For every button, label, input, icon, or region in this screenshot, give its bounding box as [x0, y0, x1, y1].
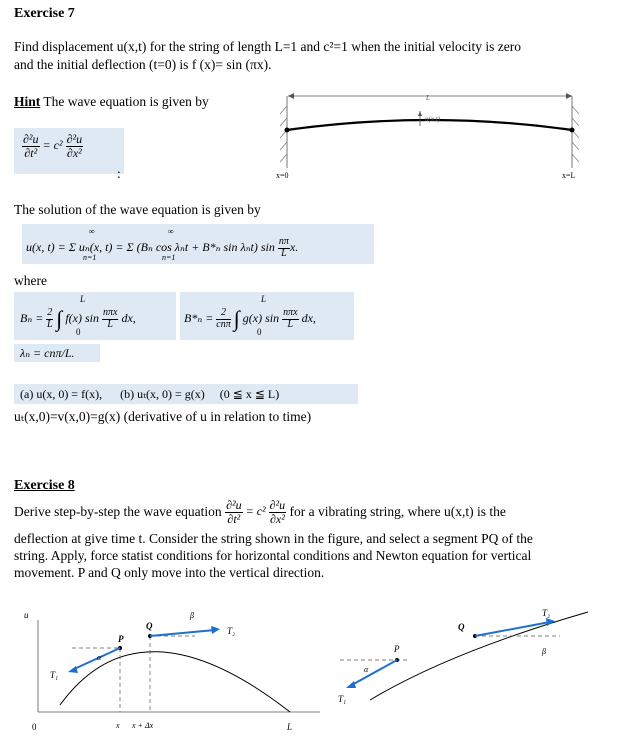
sol-frac-num: nπ — [278, 236, 289, 247]
Q-label: Q — [458, 622, 465, 632]
bn-integral-sign: ∫ — [56, 306, 63, 331]
hint-text: The wave equation is given by — [40, 94, 209, 109]
sum1-upper: ∞ — [89, 227, 95, 236]
ex8-eq-lhs-den: ∂t² — [227, 511, 241, 526]
hint-line — [14, 94, 209, 110]
length-arrow-right — [566, 93, 572, 99]
bnstar-dx: dx, — [301, 310, 316, 325]
string-figure — [260, 86, 590, 186]
ex8-paragraph-line3: string. Apply, force statist conditions for horizontal conditions and Newton equation for vertical — [14, 548, 532, 563]
ex8-paragraph-line1 — [14, 494, 506, 530]
ex8-eq-rhs-den: ∂x² — [269, 511, 285, 526]
length-arrow-left — [288, 93, 294, 99]
alpha-label: α — [97, 653, 102, 662]
sum2-upper: ∞ — [168, 227, 174, 236]
bnstar-frac-den: L — [287, 318, 294, 330]
P-label: P — [118, 634, 124, 644]
segment-figure — [20, 600, 330, 738]
sol-frac-den: L — [281, 247, 287, 259]
left-wall-hatch — [280, 106, 287, 162]
wave-eq-mid: = c² — [42, 137, 63, 152]
bn-lhs: Bₙ = — [20, 310, 44, 325]
bnstar-integrand: g(x) sin — [242, 310, 280, 325]
bn-coef-num: 2 — [47, 307, 53, 318]
force-figure — [330, 600, 620, 710]
bn-coef-den: L — [47, 318, 53, 330]
ex8-eq-mid: = c² — [245, 503, 266, 518]
origin-label: 0 — [32, 722, 37, 732]
T1-arrow — [72, 648, 120, 670]
condition-a: (a) u(x, 0) = f(x), — [20, 387, 103, 401]
L-label: L — [287, 722, 293, 732]
ex8-paragraph-line4: movement. P and Q only move into the vertical direction. — [14, 565, 325, 580]
solution-eq-main: u(x, t) = Σ uₙ(x, t) = Σ (Bₙ cos λₙt + B*ₙ sin λₙt) sin — [26, 239, 275, 254]
wave-eq-colon: : — [117, 166, 121, 181]
T1-arrowhead — [346, 681, 356, 688]
bnstar-int-lower: 0 — [257, 327, 262, 337]
xdx-label: x + Δx — [132, 721, 154, 730]
bnstar-frac-num: nπx — [283, 307, 298, 318]
T2-label: T₂ — [542, 608, 551, 618]
wave-equation — [22, 133, 83, 159]
u-axis-label: u — [24, 610, 29, 620]
T2-arrow — [475, 622, 550, 636]
fig-xL-label: x=L — [562, 171, 576, 180]
T1-label: T₁ — [338, 694, 347, 704]
left-end-point — [285, 128, 290, 133]
conditions-line2: uₜ(x,0)=v(x,0)=g(x) (derivative of u in relation to time) — [14, 409, 312, 424]
bn-frac-den: L — [107, 318, 113, 330]
ex8-eq-lhs-num: ∂²u — [226, 497, 242, 512]
T1-arrow — [350, 660, 397, 686]
bn-dx: dx, — [121, 310, 136, 325]
condition-b: (b) uₜ(x, 0) = g(x) — [120, 387, 205, 401]
ex8-p1a: Derive step-by-step the wave equation — [14, 504, 222, 519]
right-end-point — [570, 128, 575, 133]
P-label: P — [394, 644, 400, 654]
fig-uxt-label: u(x,t) — [425, 115, 440, 123]
beta-label: β — [190, 611, 194, 620]
solution-intro: The solution of the wave equation is given by — [14, 202, 261, 217]
fig-x0-label: x=0 — [276, 171, 289, 180]
bn-integrand: f(x) sin — [65, 310, 99, 325]
T2-arrow — [150, 630, 215, 636]
sum1-lower: n=1 — [83, 253, 97, 262]
fig-L-label: L — [426, 94, 430, 102]
right-wall-hatch — [572, 106, 579, 162]
lambda-equation: λₙ = cnπ/L. — [20, 346, 75, 360]
ex7-paragraph-line1: Find displacement u(x,t) for the string of length L=1 and c²=1 when the initial velocity is zero — [14, 39, 522, 54]
wave-eq-rhs-den: ∂x² — [66, 145, 82, 160]
ex8-eq-rhs-num: ∂²u — [269, 497, 286, 512]
bnstar-coef-num: 2 — [216, 308, 230, 320]
hint-label: Hint — [14, 94, 41, 109]
ex8-p1b: for a vibrating string, where u(x,t) is the — [289, 504, 506, 519]
wave-eq-lhs-den: ∂t² — [24, 145, 38, 160]
ex8-paragraph-line2: deflection at give time t. Consider the string shown in the figure, and select a segment PQ of the — [14, 531, 533, 546]
alpha-label: α — [364, 665, 369, 674]
condition-range: (0 ≦ x ≦ L) — [219, 387, 280, 401]
bn-frac-num: nπx — [102, 307, 118, 318]
deflection-arrowhead — [418, 111, 422, 116]
bn-int-lower: 0 — [76, 327, 81, 337]
bn-int-upper: L — [80, 294, 86, 304]
where-label: where — [14, 273, 47, 288]
T1-label: T₁ — [50, 670, 59, 680]
sum2-lower: n=1 — [162, 253, 176, 262]
beta-label: β — [542, 647, 546, 656]
exercise-8-title: Exercise 8 — [14, 478, 75, 493]
ex7-paragraph-line2: and the initial deflection (t=0) is f (x)= sin (πx). — [14, 57, 272, 72]
Q-label: Q — [146, 621, 153, 631]
bnstar-equation — [184, 306, 316, 332]
bnstar-coef-den: cnπ — [216, 318, 231, 330]
exercise-7-title: Exercise 7 — [14, 6, 75, 21]
bnstar-integral-sign: ∫ — [233, 306, 240, 331]
bnstar-lhs: B*ₙ = — [184, 310, 214, 325]
conditions-line — [20, 387, 279, 402]
x-label: x — [116, 721, 120, 730]
T2-arrowhead — [211, 626, 220, 634]
T2-label: T₂ — [227, 626, 236, 636]
segment-curve — [370, 612, 588, 700]
wave-eq-lhs-num: ∂²u — [23, 132, 39, 146]
wave-eq-rhs-num: ∂²u — [66, 132, 83, 146]
sol-tail: x. — [289, 239, 299, 254]
bnstar-int-upper: L — [261, 294, 267, 304]
